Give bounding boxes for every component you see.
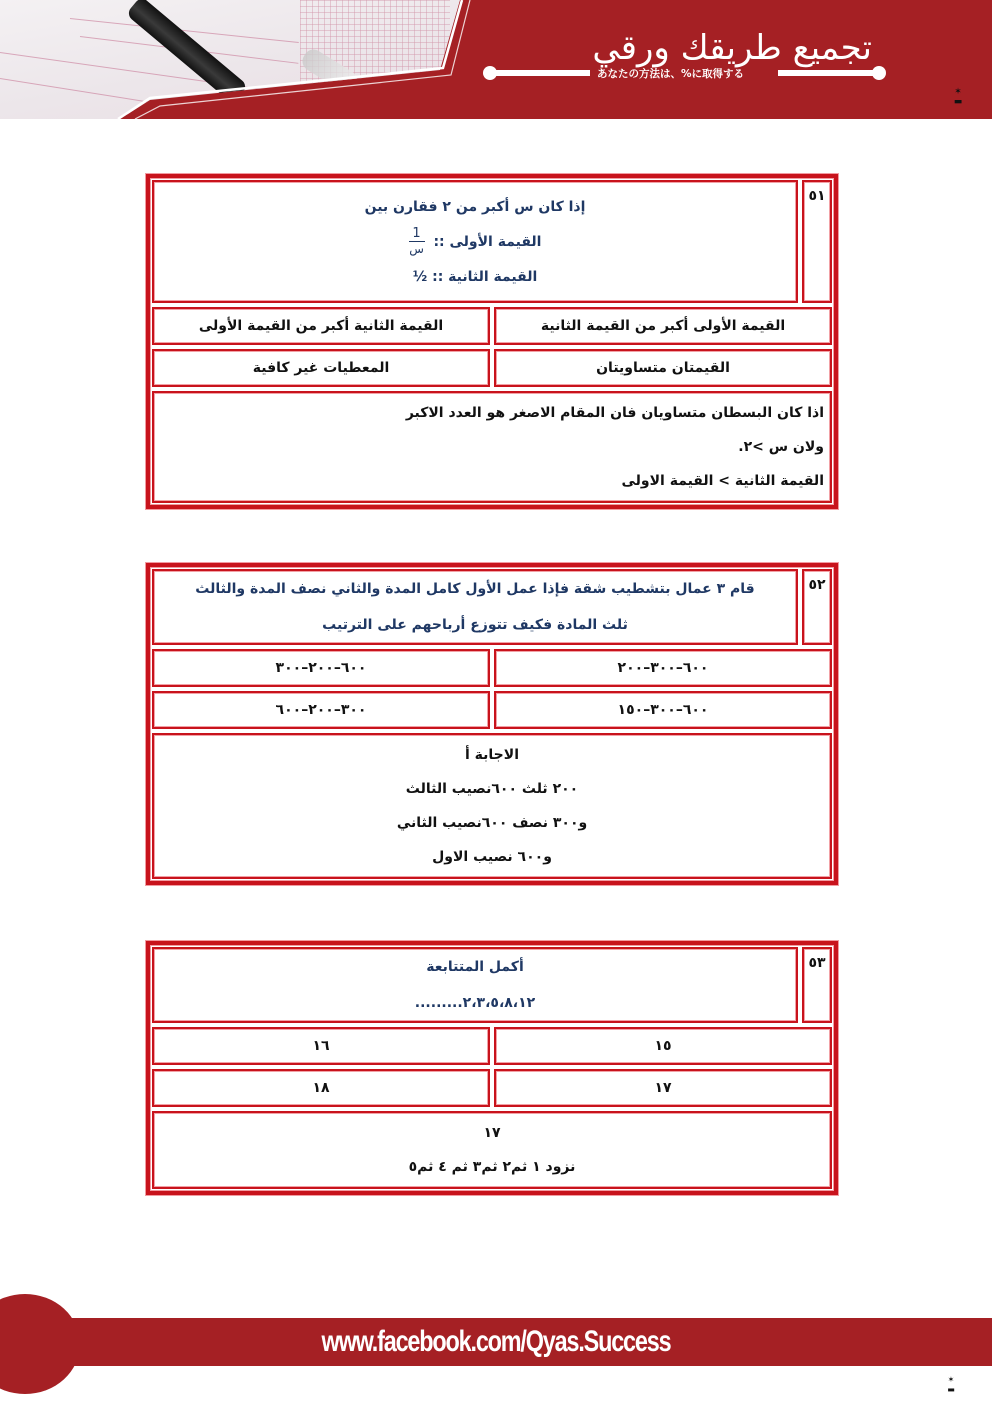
explanation-row xyxy=(150,389,834,505)
question-row xyxy=(150,945,834,1025)
option-d[interactable]: ٣٠٠–٢٠٠–٦٠٠ xyxy=(152,691,490,729)
footer-facebook-link[interactable]: www.facebook.com/Qyas.Success xyxy=(321,1325,671,1358)
question-row xyxy=(150,178,834,305)
question-line: أكمل المتتابعة xyxy=(426,959,524,975)
option-b[interactable]: ١٦ xyxy=(152,1027,490,1065)
fraction xyxy=(409,227,425,256)
question-text xyxy=(152,947,798,1023)
header-banner xyxy=(0,0,992,119)
question-line: قام ٣ عمال بتشطيب شقة فإذا عمل الأول كامل المدة والثاني نصف المدة والثالث xyxy=(195,581,755,597)
explanation-line: ولان س >٢. xyxy=(738,439,824,455)
brand-title: تجميع طريقك ورقي xyxy=(592,28,872,68)
option-d[interactable]: المعطيات غير كافية xyxy=(152,349,490,387)
brand-line-right xyxy=(778,70,878,76)
option-c[interactable]: ٦٠٠–٣٠٠–١٥٠ xyxy=(494,691,832,729)
explanation-line: اذا كان البسطان متساويان فان المقام الاصغر هو العدد الاكبر xyxy=(405,405,824,421)
header-photo-exam-sheet xyxy=(0,0,460,119)
question-line: إذا كان س أكبر من ٢ فقارن بين xyxy=(364,198,586,215)
options-row xyxy=(150,347,834,389)
question-number: ٥٣ xyxy=(802,947,832,1023)
option-d[interactable]: ١٨ xyxy=(152,1069,490,1107)
question-line: ٢،٣،٥،٨،١٢......... xyxy=(414,995,536,1011)
calligraphy-logo-icon: ✶ ▬ xyxy=(953,87,963,107)
question-line: ثلث المادة فكيف تتوزع أرباحهم على الترتيب xyxy=(322,617,628,633)
explanation-line: نزود ١ ثم٢ ثم٣ ثم ٤ ثم٥ xyxy=(408,1159,576,1175)
options-row xyxy=(150,647,834,689)
question-text xyxy=(152,569,798,645)
question-card-51 xyxy=(146,174,838,509)
option-a[interactable]: ٦٠٠–٣٠٠–٢٠٠ xyxy=(494,649,832,687)
option-a[interactable]: ١٥ xyxy=(494,1027,832,1065)
question-line: القيمة الثانية :: ½ xyxy=(412,268,538,285)
option-a[interactable]: القيمة الأولى أكبر من القيمة الثانية xyxy=(494,307,832,345)
calligraphy-logo-icon: ✶ ▬ xyxy=(947,1375,955,1394)
explanation-row xyxy=(150,1109,834,1191)
brand-line-left xyxy=(490,70,590,76)
explanation-line: و٦٠٠ نصيب الاول xyxy=(432,849,552,865)
options-row xyxy=(150,1067,834,1109)
explanation-line: الاجابة أ xyxy=(465,747,519,763)
form-line xyxy=(0,52,297,95)
explanation-line: ٢٠٠ ثلث ٦٠٠نصيب الثالث xyxy=(405,781,579,797)
option-b[interactable]: ٦٠٠–٢٠٠–٣٠٠ xyxy=(152,649,490,687)
explanation xyxy=(152,391,832,503)
option-b[interactable]: القيمة الثانية أكبر من القيمة الأولى xyxy=(152,307,490,345)
first-value-label: القيمة الأولى :: xyxy=(433,233,542,250)
question-text xyxy=(152,180,798,303)
question-line xyxy=(409,222,542,262)
fraction-numerator: 1 xyxy=(412,226,421,241)
explanation-line: ١٧ xyxy=(483,1125,501,1141)
explanation-line: القيمة الثانية > القيمة الاولى xyxy=(621,473,824,489)
options-row xyxy=(150,689,834,731)
options-row xyxy=(150,1025,834,1067)
options-row xyxy=(150,305,834,347)
brand-subtitle: あなたの方法は、%に取得する xyxy=(597,68,745,80)
explanation xyxy=(152,733,832,879)
question-number: ٥٢ xyxy=(802,569,832,645)
option-c[interactable]: القيمتان متساويتان xyxy=(494,349,832,387)
pen-icon xyxy=(126,0,249,104)
option-c[interactable]: ١٧ xyxy=(494,1069,832,1107)
explanation-line: و٣٠٠ نصف ٦٠٠نصيب الثاني xyxy=(396,815,588,831)
fraction-denominator: س xyxy=(409,242,424,256)
question-card-53 xyxy=(146,941,838,1195)
explanation-row xyxy=(150,731,834,881)
brand-line-dot-right xyxy=(872,66,886,80)
explanation xyxy=(152,1111,832,1189)
question-number: ٥١ xyxy=(802,180,832,303)
question-row xyxy=(150,567,834,647)
question-card-52 xyxy=(146,563,838,885)
